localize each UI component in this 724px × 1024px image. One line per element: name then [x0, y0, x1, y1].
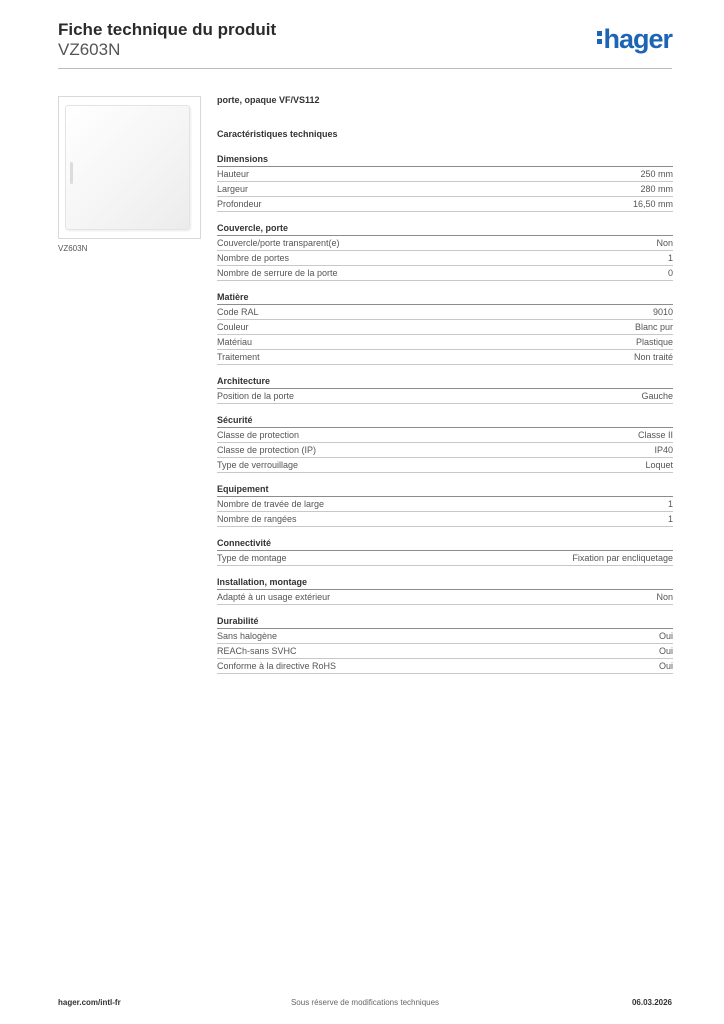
- spec-value: Gauche: [641, 391, 673, 401]
- spec-group-title: Connectivité: [217, 537, 673, 551]
- spec-group-title: Architecture: [217, 375, 673, 389]
- spec-row: [217, 443, 673, 458]
- spec-row: [217, 659, 673, 674]
- spec-value: Non: [656, 592, 673, 602]
- spec-label: Nombre de rangées: [217, 514, 297, 524]
- spec-group-title: Matière: [217, 291, 673, 305]
- spec-label: Matériau: [217, 337, 253, 347]
- spec-label: Nombre de serrure de la porte: [217, 268, 338, 278]
- spec-value: 0: [667, 268, 673, 278]
- spec-value: Non: [656, 238, 673, 248]
- spec-label: Type de verrouillage: [217, 460, 299, 470]
- spec-row: [217, 497, 673, 512]
- product-description: porte, opaque VF/VS112: [217, 95, 320, 105]
- spec-label: Couleur: [217, 322, 249, 332]
- spec-label: Nombre de portes: [217, 253, 290, 263]
- spec-label: Traitement: [217, 352, 260, 362]
- spec-value: 1: [667, 499, 673, 509]
- spec-label: Largeur: [217, 184, 249, 194]
- spec-value: 250 mm: [640, 169, 673, 179]
- spec-label: Nombre de travée de large: [217, 499, 325, 509]
- spec-group-title: Durabilité: [217, 615, 673, 629]
- product-reference: VZ603N: [58, 40, 121, 59]
- spec-group: [217, 375, 673, 404]
- image-caption: VZ603N: [58, 244, 88, 253]
- spec-value: Plastique: [635, 337, 673, 347]
- spec-group: [217, 483, 673, 527]
- spec-value: Oui: [658, 646, 673, 656]
- spec-value: Blanc pur: [634, 322, 673, 332]
- logo-text: hager: [603, 24, 672, 54]
- spec-label: Conforme à la directive RoHS: [217, 661, 337, 671]
- spec-row: [217, 305, 673, 320]
- spec-value: 280 mm: [640, 184, 673, 194]
- product-image: [58, 96, 201, 239]
- spec-row: [217, 266, 673, 281]
- spec-row: [217, 350, 673, 365]
- spec-group-title: Equipement: [217, 483, 673, 497]
- header-divider: [58, 68, 672, 69]
- spec-row: [217, 458, 673, 473]
- spec-content: [217, 95, 673, 674]
- spec-value: Loquet: [645, 460, 673, 470]
- door-panel-illustration: [65, 105, 190, 230]
- spec-value: Non traité: [633, 352, 673, 362]
- spec-value: IP40: [654, 445, 673, 455]
- spec-label: Code RAL: [217, 307, 259, 317]
- spec-group: [217, 537, 673, 566]
- spec-value: Fixation par encliquetage: [572, 553, 673, 563]
- spec-row: [217, 182, 673, 197]
- spec-row: [217, 251, 673, 266]
- spec-row: [217, 335, 673, 350]
- spec-label: Sans halogène: [217, 631, 278, 641]
- spec-label: Hauteur: [217, 169, 250, 179]
- spec-label: Position de la porte: [217, 391, 295, 401]
- spec-group: [217, 615, 673, 674]
- spec-row: [217, 389, 673, 404]
- spec-label: Type de montage: [217, 553, 287, 563]
- spec-group: [217, 153, 673, 212]
- spec-label: Profondeur: [217, 199, 262, 209]
- spec-value: 1: [667, 253, 673, 263]
- spec-row: [217, 320, 673, 335]
- spec-row: [217, 197, 673, 212]
- spec-label: Couvercle/porte transparent(e): [217, 238, 340, 248]
- spec-value: 16,50 mm: [632, 199, 673, 209]
- spec-label: REACh-sans SVHC: [217, 646, 297, 656]
- spec-group-title: Couvercle, porte: [217, 222, 673, 236]
- spec-label: Classe de protection: [217, 430, 300, 440]
- door-latch-icon: [70, 162, 73, 184]
- spec-row: [217, 629, 673, 644]
- spec-row: [217, 236, 673, 251]
- spec-label: Classe de protection (IP): [217, 445, 317, 455]
- spec-group-title: Sécurité: [217, 414, 673, 428]
- hager-logo: [597, 26, 672, 53]
- footer-date: 06.03.2026: [631, 998, 672, 1007]
- footer-disclaimer: Sous réserve de modifications techniques: [290, 998, 440, 1007]
- page-title: Fiche technique du produit: [58, 20, 277, 39]
- spec-row: [217, 644, 673, 659]
- logo-colon-icon: [597, 31, 602, 45]
- spec-value: 1: [667, 514, 673, 524]
- section-title: Caractéristiques techniques: [217, 129, 338, 139]
- spec-value: Oui: [658, 661, 673, 671]
- spec-group: [217, 222, 673, 281]
- spec-group: [217, 414, 673, 473]
- spec-row: [217, 551, 673, 566]
- spec-group-title: Installation, montage: [217, 576, 673, 590]
- spec-value: Classe II: [637, 430, 673, 440]
- spec-group: [217, 576, 673, 605]
- spec-row: [217, 167, 673, 182]
- spec-row: [217, 590, 673, 605]
- spec-group: [217, 291, 673, 365]
- spec-group-title: Dimensions: [217, 153, 673, 167]
- spec-value: Oui: [658, 631, 673, 641]
- spec-row: [217, 428, 673, 443]
- spec-label: Adapté à un usage extérieur: [217, 592, 331, 602]
- spec-row: [217, 512, 673, 527]
- footer-website[interactable]: hager.com/intl-fr: [58, 998, 121, 1007]
- spec-value: 9010: [652, 307, 673, 317]
- spec-groups: [217, 153, 673, 674]
